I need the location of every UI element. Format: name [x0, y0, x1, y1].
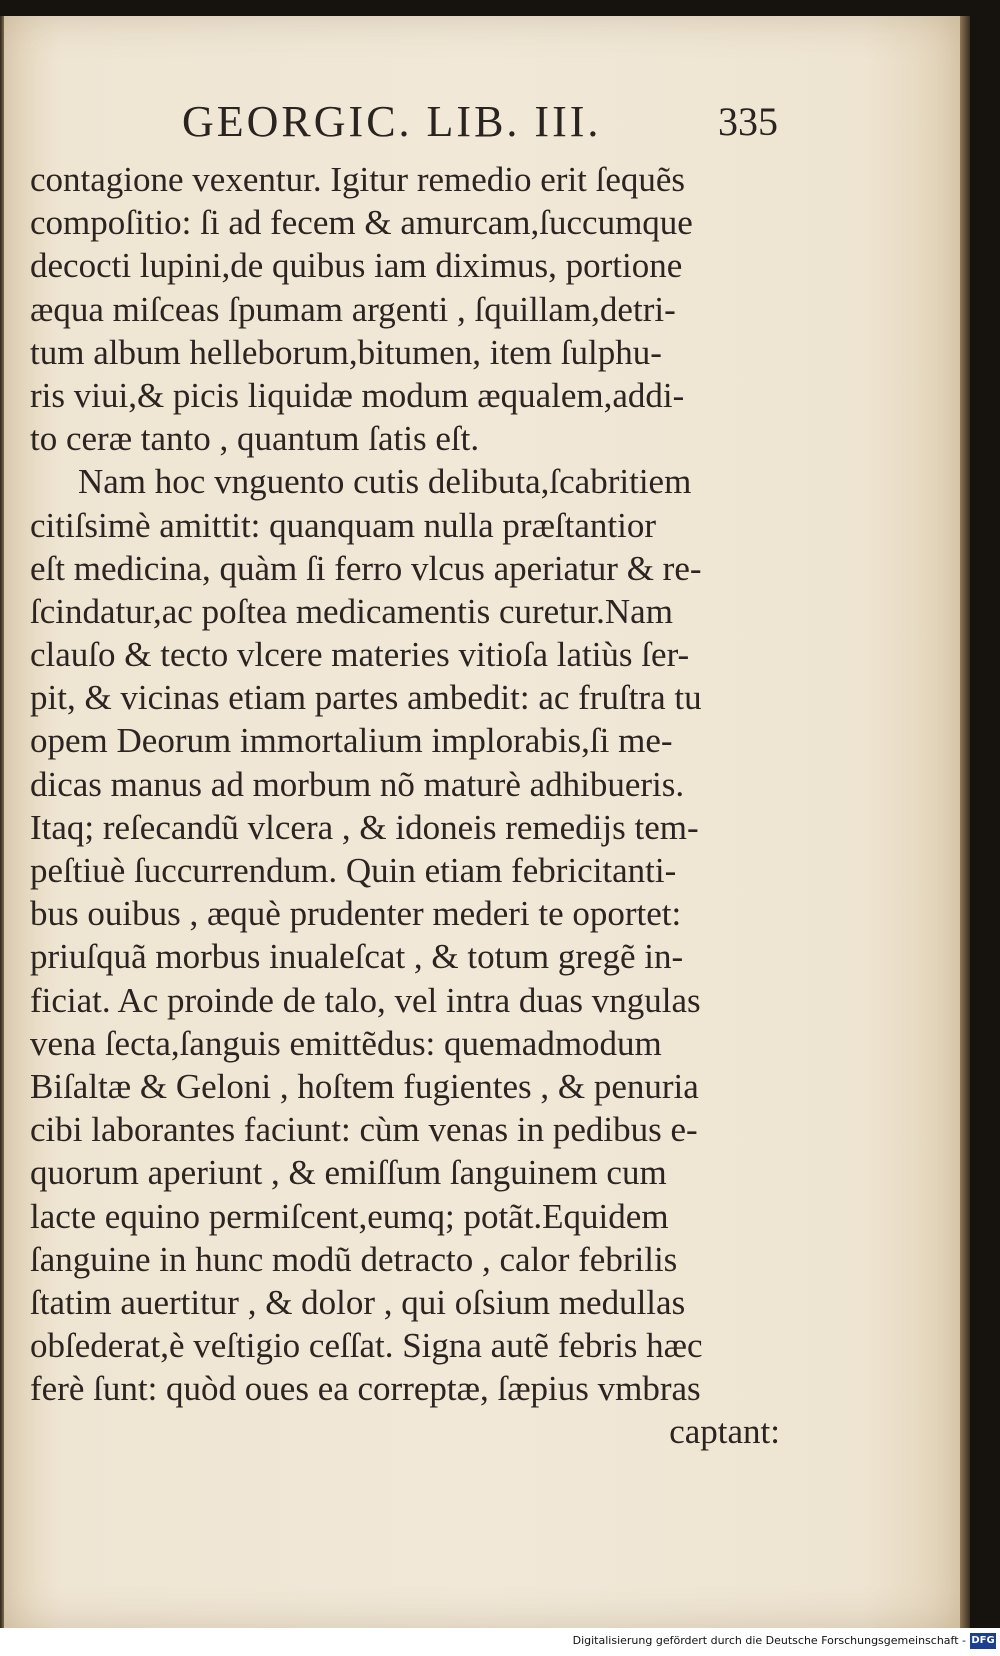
- text-line: peſtiuè ſuccurrendum. Quin etiam febricitanti-: [30, 851, 677, 890]
- text-line: vena ſecta,ſanguis emittẽdus: quemadmodum: [30, 1023, 662, 1063]
- text-line: ferè ſunt: quòd oues ea correptæ, ſæpius vmbras: [30, 1369, 701, 1409]
- running-head: [4, 96, 960, 156]
- text-line: ſcindatur,ac poſtea medicamentis curetur.Nam: [30, 591, 673, 631]
- text-line: pit, & vicinas etiam partes ambedit: ac fruſtra tu: [30, 678, 702, 718]
- running-head-title: GEORGIC. LIB. III.: [182, 97, 602, 146]
- text-line: compoſitio: ſi ad fecem & amurcam,ſuccumque: [30, 203, 693, 243]
- text-line: æqua miſceas ſpumam argenti , ſquillam,detri-: [30, 289, 676, 329]
- page-right-edge: [960, 16, 970, 1628]
- text-line: lacte equino permiſcent,eumq; potãt.Equidem: [30, 1196, 669, 1236]
- text-line: Biſaltæ & Geloni , hoſtem fugientes , & penuria: [30, 1066, 699, 1106]
- text-line: ris viui,& picis liquidæ modum æqualem,addi-: [30, 375, 685, 415]
- text-line: ficiat. Ac proinde de talo, vel intra duas vngulas: [30, 980, 701, 1020]
- page-number: 335: [718, 99, 778, 144]
- dfg-logo: DFG: [970, 1633, 996, 1649]
- text-line: obſederat,è veſtigio ceſſat. Signa autẽ febris hæc: [30, 1326, 703, 1366]
- paragraph-first-line: Nam hoc vnguento cutis delibuta,ſcabritiem: [78, 462, 692, 502]
- text-line: bus ouibus , æquè prudenter mederi te oportet:: [30, 894, 682, 934]
- text-line: citiſsimè amittit: quanquam nulla præſtantior: [30, 505, 657, 545]
- text-line: priuſquã morbus inualeſcat , & totum gregẽ in-: [30, 937, 684, 977]
- text-line: cibi laborantes faciunt: cùm venas in pedibus e-: [30, 1110, 698, 1150]
- digitization-footer: [0, 1628, 1000, 1656]
- text-line: ſtatim auertitur , & dolor , qui oſsium medullas: [30, 1282, 686, 1322]
- book-page: [4, 16, 960, 1628]
- text-line: eſt medicina, quàm ſi ferro vlcus aperiatur & re-: [30, 548, 702, 588]
- text-line: contagione vexentur. Igitur remedio erit ſequẽs: [30, 160, 686, 199]
- text-line: decocti lupini,de quibus iam diximus, portione: [30, 246, 683, 286]
- text-line: tum album helleborum,bitumen, item ſulphu-: [30, 332, 662, 372]
- text-line: ſanguine in hunc modũ detracto , calor febrilis: [30, 1239, 678, 1279]
- text-line: opem Deorum immortalium implorabis,ſi me-: [30, 721, 673, 761]
- catchword: captant:: [669, 1412, 780, 1452]
- body-text: [30, 158, 780, 1454]
- text-line: to ceræ tanto , quantum ſatis eſt.: [30, 419, 480, 459]
- text-line: dicas manus ad morbum nõ maturè adhibueris.: [30, 764, 685, 804]
- text-line: clauſo & tecto vlcere materies vitioſa latiùs ſer-: [30, 635, 690, 675]
- funding-credit: Digitalisierung gefördert durch die Deutsche Forschungsgemeinschaft -: [572, 1634, 966, 1647]
- text-line: Itaq; reſecandũ vlcera , & idoneis remedijs tem-: [30, 807, 699, 847]
- text-line: quorum aperiunt , & emiſſum ſanguinem cum: [30, 1153, 667, 1193]
